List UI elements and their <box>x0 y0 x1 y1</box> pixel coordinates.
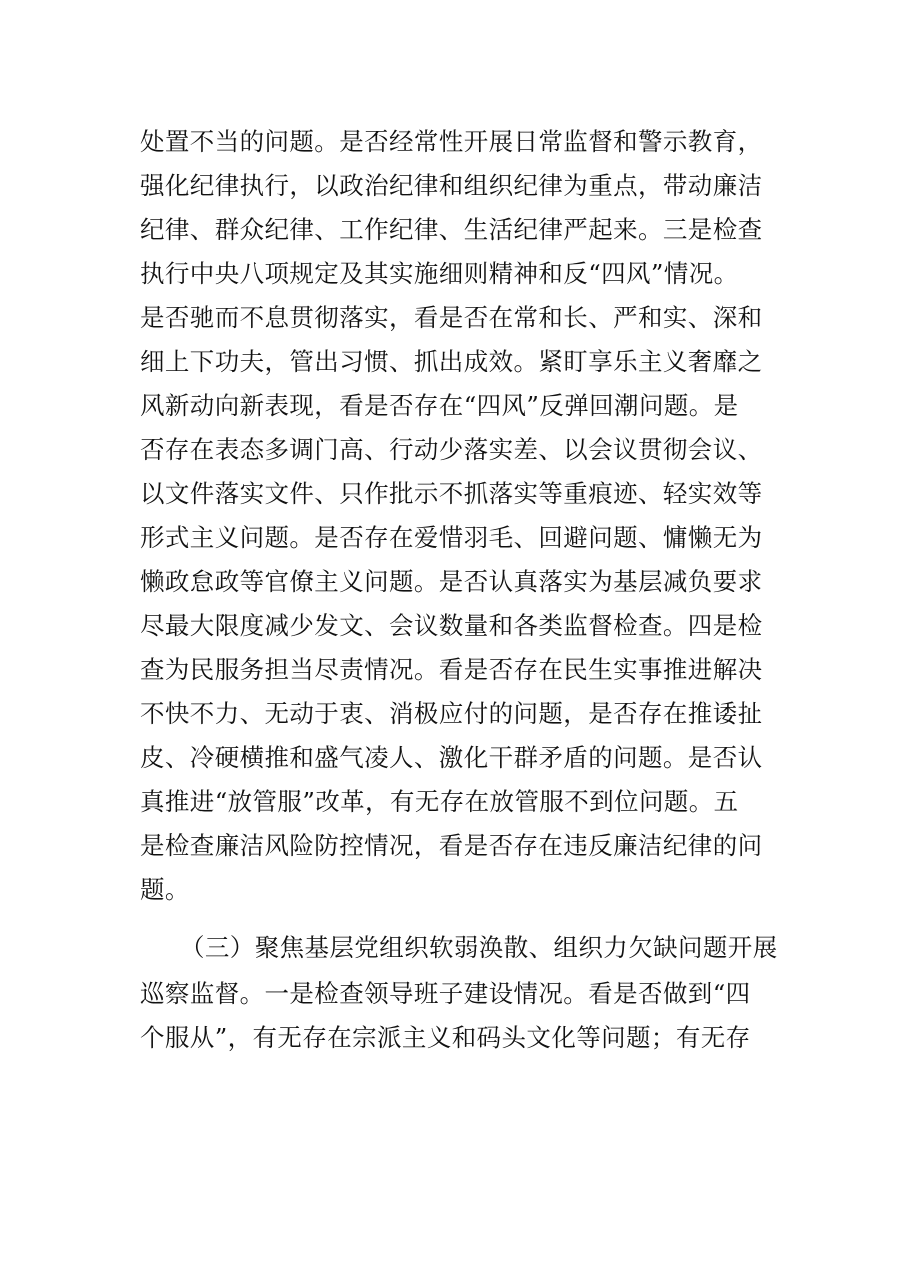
paragraph-1-line-3: 纪律、群众纪律、工作纪律、生活纪律严起来。三是检查 <box>140 215 763 244</box>
paragraph-1-line-17: 是检查廉洁风险防控情况，看是否存在违反廉洁纪律的问 <box>140 831 763 860</box>
paragraph-1-line-14: 不快不力、无动于衷、消极应付的问题，是否存在推诿扯 <box>140 699 763 728</box>
paragraph-1-line-18: 题。 <box>140 875 190 904</box>
paragraph-1-line-1: 处置不当的问题。是否经常性开展日常监督和警示教育， <box>140 127 763 156</box>
paragraph-1-line-8: 否存在表态多调门高、行动少落实差、以会议贯彻会议、 <box>140 435 763 464</box>
paragraph-1-line-16: 真推进“放管服”改革，有无存在放管服不到位问题。五 <box>140 787 739 816</box>
paragraph-1-line-13: 查为民服务担当尽责情况。看是否存在民生实事推进解决 <box>140 655 763 684</box>
paragraph-2-line-1: （三）聚焦基层党组织软弱涣散、组织力欠缺问题开展 <box>180 933 778 962</box>
paragraph-1-line-6: 细上下功夫，管出习惯、抓出成效。紧盯享乐主义奢靡之 <box>140 347 763 376</box>
paragraph-1-line-12: 尽最大限度减少发文、会议数量和各类监督检查。四是检 <box>140 611 763 640</box>
paragraph-1-line-10: 形式主义问题。是否存在爱惜羽毛、回避问题、慵懒无为 <box>140 523 763 552</box>
paragraph-1-line-7: 风新动向新表现，看是否存在“四风”反弹回潮问题。是 <box>140 391 739 420</box>
paragraph-1-line-9: 以文件落实文件、只作批示不抓落实等重痕迹、轻实效等 <box>140 479 763 508</box>
paragraph-2-line-2: 巡察监督。一是检查领导班子建设情况。看是否做到“四 <box>140 979 751 1008</box>
paragraph-2-line-3: 个服从”，有无存在宗派主义和码头文化等问题；有无存 <box>140 1023 751 1052</box>
paragraph-1-line-11: 懒政怠政等官僚主义问题。是否认真落实为基层减负要求 <box>140 567 763 596</box>
paragraph-1-line-15: 皮、冷硬横推和盛气凌人、激化干群矛盾的问题。是否认 <box>140 743 763 772</box>
paragraph-1-line-4: 执行中央八项规定及其实施细则精神和反“四风”情况。 <box>140 259 739 288</box>
paragraph-1-line-5: 是否驰而不息贯彻落实，看是否在常和长、严和实、深和 <box>140 303 763 332</box>
paragraph-1-line-2: 强化纪律执行，以政治纪律和组织纪律为重点，带动廉洁 <box>140 171 763 200</box>
